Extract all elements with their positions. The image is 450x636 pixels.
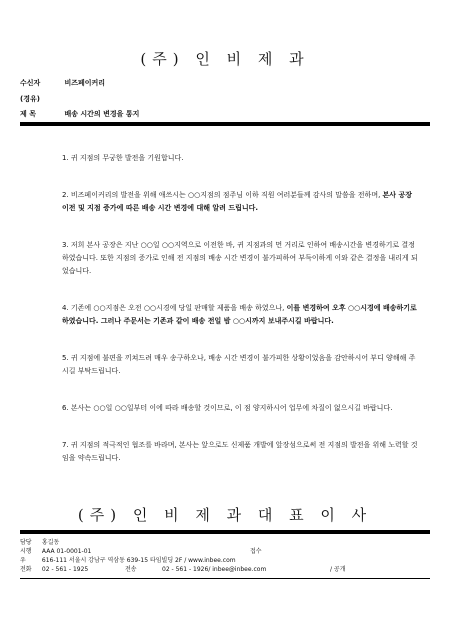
signature-title: (주) 인 비 제 과 대 표 이 사 [77, 506, 373, 524]
address-value: 616-111 서울시 강남구 역삼동 639-15 타임빌딩 2F / www.inbee.com [41, 557, 236, 564]
manager-row [20, 538, 430, 547]
enforce-value: AAA 01-0001-01 [41, 548, 92, 555]
address-label: 우 [20, 557, 26, 564]
footer-bottom-rule [20, 578, 430, 579]
public-label: / 공개 [330, 566, 346, 573]
phone-row [20, 565, 430, 574]
footer-divider [20, 530, 430, 534]
fax-value: 02 - 561 - 1926/ inbee@inbee.com [162, 566, 267, 573]
phone-value: 02 - 561 - 1925 [41, 566, 89, 573]
list-item: 3. 저희 본사 공장은 지난 ○○일 ○○지역으로 이전한 바, 귀 지점과의 먼 거리로 인하여 배송시간을 변경하기로 결정하였습니다. 또한 지점의 증가로 인해 전 지점의 배송 시간 변경이 불가피하여 부득이하게 이와 같은 결정을 내리게 되었습니다. [62, 241, 418, 275]
recipient-label: 수신자 [20, 79, 41, 87]
fax-label: 전송 [125, 566, 137, 573]
body-items [62, 152, 420, 489]
subject-label: 제 목 [20, 110, 36, 118]
manager-label: 담당 [20, 539, 32, 546]
document-title: (주) 인 비 제 과 [140, 50, 310, 68]
list-item: 2. 비즈페이커리의 발전을 위해 애쓰시는 ○○지점의 점주님 이하 직원 여러분들께 감사의 말씀을 전하며, 본사 공장 이전 및 지점 증가에 따른 배송 시간 변경에 대해 알려 드립니다. [62, 191, 413, 212]
subject-row [20, 109, 139, 119]
via-row [20, 94, 62, 104]
list-item: 1. 귀 지점의 무궁한 발전을 기원합니다. [62, 154, 184, 162]
list-item: 5. 귀 지점에 불편을 끼쳐드려 매우 송구하오나, 배송 시간 변경이 불가피한 상황이었음을 감안하시어 부디 양해해 주시길 부탁드립니다. [62, 354, 416, 375]
phone-label: 전화 [20, 566, 32, 573]
recipient-value: 비즈페이커리 [64, 79, 106, 87]
enforce-label: 시행 [20, 548, 32, 555]
enforce-row [20, 547, 430, 556]
list-item: 4. 기존에 ○○지점은 오전 ○○시경에 당일 판매할 제품을 배송 하였으나, 이를 변경하여 오후 ○○시경에 배송하기로 하였습니다. 그러나 주문서는 기존과 같이 배송 전일 밤 ○○시까지 보내주시길 바랍니다. [62, 304, 417, 325]
address-row [20, 556, 430, 565]
receive-label: 접수 [250, 548, 262, 555]
recipient-row [20, 78, 105, 88]
list-item: 6. 본사는 ○○일 ○○일부터 이에 따라 배송할 것이므로, 이 점 양지하시어 업무에 차질이 없으시길 바랍니다. [62, 404, 393, 412]
subject-value: 배송 시간의 변경을 통지 [64, 110, 140, 118]
manager-value: 홍길동 [41, 539, 60, 546]
header-divider [20, 122, 430, 126]
via-label: (경유) [20, 95, 40, 103]
list-item: 7. 귀 지점의 적극적인 협조를 바라며, 본사는 앞으로도 신제품 개발에 앞장섬으로써 전 지점의 발전을 위해 노력할 것임을 약속드립니다. [62, 441, 418, 462]
